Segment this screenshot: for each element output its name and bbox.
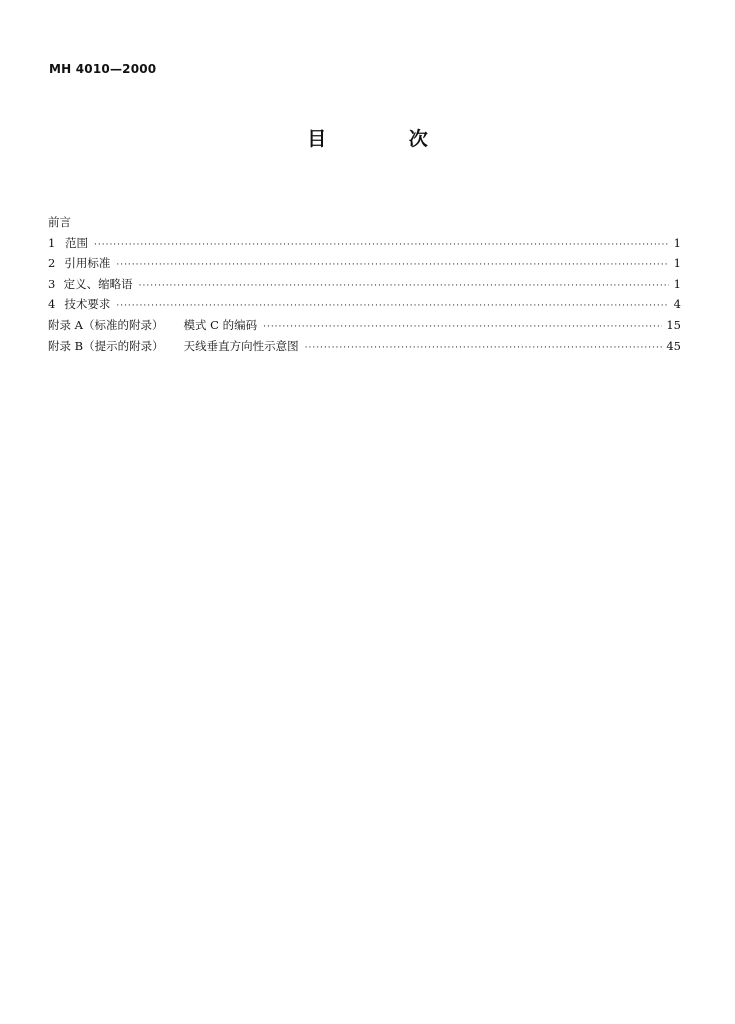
toc-appendix-entry[interactable] xyxy=(48,338,681,359)
toc-appendix-name: 附录 B（提示的附录） xyxy=(48,338,164,353)
toc-entry-label: 范围 xyxy=(65,235,88,250)
toc-entry-number: 4 xyxy=(48,297,56,312)
toc-page-number: 1 xyxy=(673,235,681,250)
toc-leader xyxy=(116,260,669,270)
standard-code: MH 4010—2000 xyxy=(49,62,157,76)
toc-entry-label: 技术要求 xyxy=(64,297,111,312)
toc-page-number: 1 xyxy=(673,276,681,291)
toc-foreword-label: 前言 xyxy=(48,215,71,229)
table-of-contents xyxy=(48,214,681,358)
toc-appendix-title: 天线垂直方向性示意图 xyxy=(183,338,299,353)
toc-entry-number: 1 xyxy=(48,235,56,250)
toc-page-number: 4 xyxy=(673,297,681,312)
toc-entry[interactable] xyxy=(48,255,681,276)
toc-appendix-entry[interactable] xyxy=(48,317,681,338)
toc-entry[interactable] xyxy=(48,235,681,256)
toc-page-number: 1 xyxy=(673,256,681,271)
toc-appendix-label xyxy=(48,317,257,333)
page-title: 目 次 xyxy=(307,128,466,150)
toc-leader xyxy=(305,343,663,353)
toc-entry-label: 引用标准 xyxy=(64,256,111,271)
toc-entry-number: 2 xyxy=(48,256,56,271)
toc-leader xyxy=(139,281,669,291)
toc-appendix-title: 模式 C 的编码 xyxy=(183,317,258,332)
toc-leader xyxy=(263,322,662,332)
toc-foreword[interactable] xyxy=(48,214,681,235)
toc-entry-number: 3 xyxy=(48,276,56,291)
toc-entry[interactable] xyxy=(48,276,681,297)
toc-entry-label: 定义、缩略语 xyxy=(63,276,133,291)
toc-page-number: 45 xyxy=(666,338,681,353)
toc-appendix-name: 附录 A（标准的附录） xyxy=(48,317,164,332)
toc-leader xyxy=(94,240,669,250)
toc-appendix-label xyxy=(48,338,299,354)
toc-entry[interactable] xyxy=(48,296,681,317)
toc-page-number: 15 xyxy=(666,317,681,332)
toc-leader xyxy=(116,301,669,311)
